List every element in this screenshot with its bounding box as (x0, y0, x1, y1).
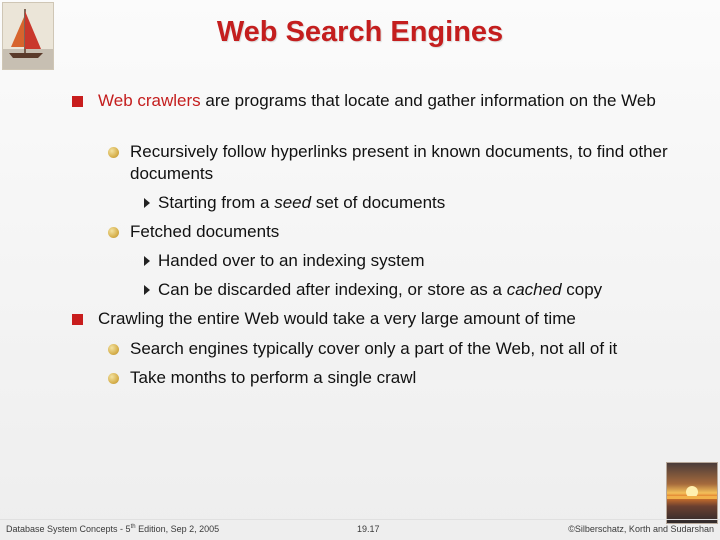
bullet-text: are programs that locate and gather information on the Web (200, 91, 656, 110)
slide-footer (0, 519, 720, 540)
bullet-arrow-icon (144, 256, 150, 266)
term-web-crawlers: Web crawlers (98, 91, 201, 110)
bullet-handed-over: Handed over to an indexing system (158, 251, 425, 270)
footer-copyright: ©Silberschatz, Korth and Sudarshan (568, 524, 714, 534)
bullet-circle-icon (108, 344, 119, 355)
bullet-circle-icon (108, 227, 119, 238)
bullet-recursively: Recursively follow hyperlinks present in known documents, to find other documents (130, 142, 668, 183)
bullet-arrow-icon (144, 285, 150, 295)
sunset-icon (666, 462, 718, 524)
bullet-starting-seed: Starting from a seed set of documents (158, 193, 446, 212)
bullet-circle-icon (108, 373, 119, 384)
term-seed: seed (274, 193, 312, 212)
slide-title: Web Search Engines (216, 16, 504, 48)
bullet-fetched-documents: Fetched documents (130, 222, 280, 241)
bullet-take-months: Take months to perform a single crawl (130, 368, 417, 387)
bullet-web-crawlers (98, 90, 678, 112)
term-cached: cached (506, 280, 562, 299)
bullet-can-be-discarded: Can be discarded after indexing, or store as a cached copy (158, 280, 603, 299)
bullet-square-icon (72, 314, 83, 325)
bullet-arrow-icon (144, 198, 150, 208)
bullet-search-engines-cover: Search engines typically cover only a part of the Web, not all of it (130, 339, 618, 358)
footer-page-number: 19.17 (357, 524, 380, 534)
bullet-circle-icon (108, 147, 119, 158)
footer-book-title: Database System Concepts - 5th Edition, Sep 2, 2005 (6, 524, 220, 534)
bullet-square-icon (72, 96, 83, 107)
bullet-crawling-entire-web: Crawling the entire Web would take a very large amount of time (98, 309, 576, 328)
